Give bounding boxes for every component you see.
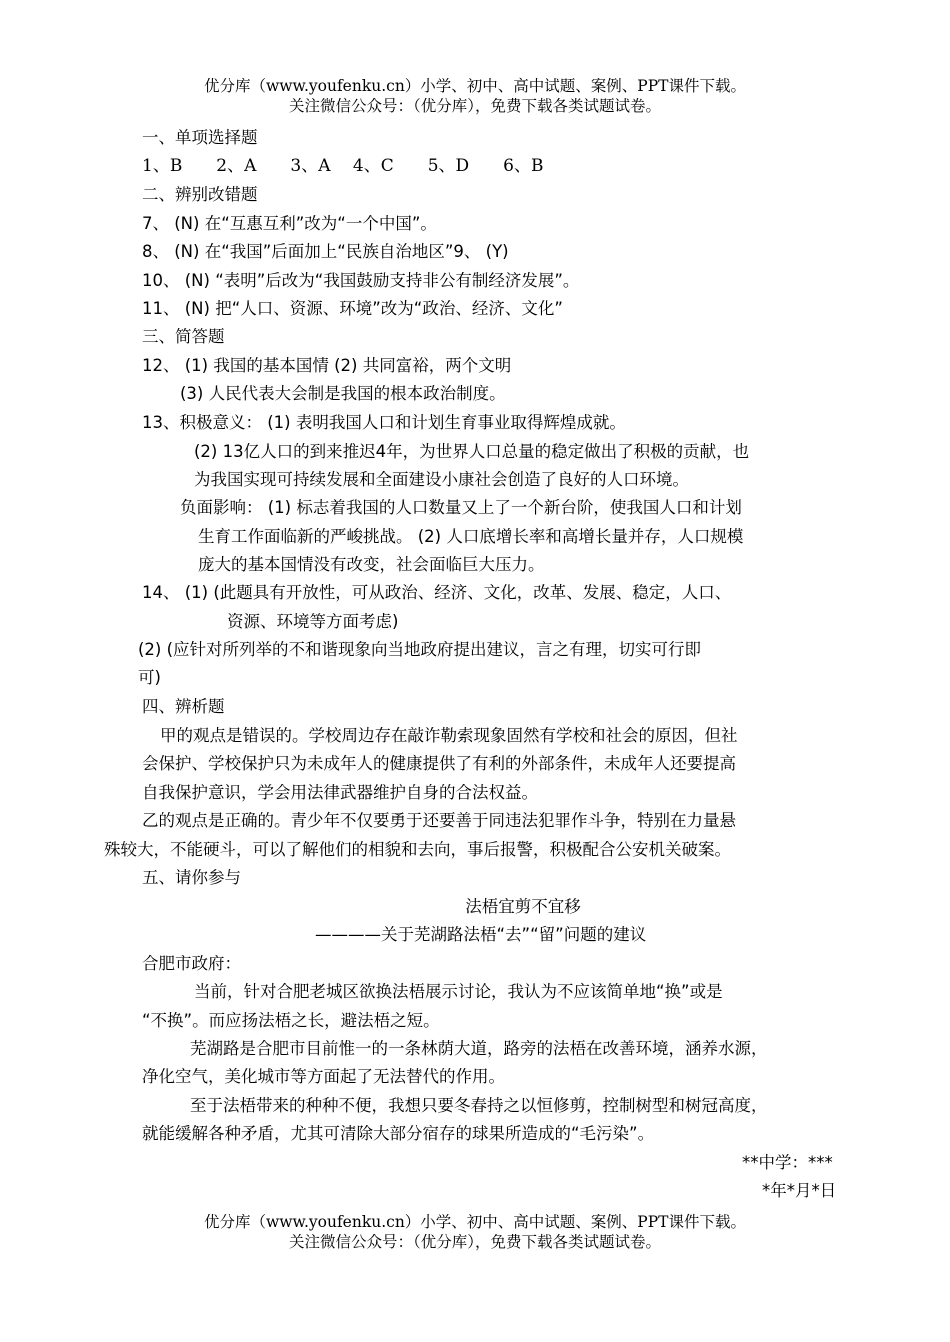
question-14-line-1: 14、 (1) (此题具有开放性，可从政治、经济、文化，改革、发展、稳定，人口、	[142, 583, 732, 602]
question-8: 8、 (N) 在“我国”后面加上“民族自治地区”9、 (Y)	[142, 242, 509, 261]
analysis-para-2-line-1: 乙的观点是正确的。青少年不仅要勇于还要善于同违法犯罪作斗争，特别在力量悬	[142, 811, 736, 830]
letter-salutation: 合肥市政府：	[142, 954, 241, 973]
footer-line-2: 关注微信公众号：（优分库），免费下载各类试题试卷。	[288, 1233, 661, 1251]
question-13-line-1: 13、积极意义： (1) 表明我国人口和计划生育事业取得辉煌成就。	[142, 413, 626, 432]
letter-subtitle: ————关于芜湖路法梧“去”“留”问题的建议	[315, 925, 647, 944]
question-11: 11、 (N) 把“人口、资源、环境”改为“政治、经济、文化”	[142, 299, 563, 318]
analysis-para-1-line-3: 自我保护意识，学会用法律武器维护自身的合法权益。	[142, 783, 538, 802]
question-13-line-4: 负面影响： (1) 标志着我国的人口数量又上了一个新台阶，使我国人口和计划	[180, 498, 742, 517]
section-5-title: 五、请你参与	[142, 868, 241, 887]
question-12-line-1: 12、 (1) 我国的基本国情 (2) 共同富裕，两个文明	[142, 356, 512, 375]
analysis-para-2-line-2: 殊较大，不能硬斗，可以了解他们的相貌和去向，事后报警，积极配合公安机关破案。	[104, 840, 731, 859]
question-14-line-4: 可)	[138, 668, 161, 687]
section-3-title: 三、简答题	[142, 327, 225, 346]
question-13-line-6: 庞大的基本国情没有改变，社会面临巨大压力。	[198, 555, 545, 574]
letter-para-2-line-2: 净化空气，美化城市等方面起了无法替代的作用。	[142, 1067, 505, 1086]
question-7: 7、 (N) 在“互惠互利”改为“一个中国”。	[142, 214, 437, 233]
question-12-line-2: (3) 人民代表大会制是我国的根本政治制度。	[180, 384, 506, 403]
section-2-title: 二、辨别改错题	[142, 185, 258, 204]
question-14-line-2: 资源、环境等方面考虑)	[227, 612, 399, 631]
question-10: 10、 (N) “表明”后改为“我国鼓励支持非公有制经济发展”。	[142, 271, 580, 290]
letter-para-1-line-1: 当前，针对合肥老城区欲换法梧展示讨论，我认为不应该简单地“换”或是	[194, 982, 723, 1001]
section-1-answers: 1、B 2、A 3、A 4、C 5、D 6、B	[142, 156, 544, 176]
header-line-1: 优分库（www.youfenku.cn）小学、初中、高中试题、案例、PPT课件下载。	[203, 77, 747, 95]
letter-signature: **中学：***	[742, 1153, 833, 1172]
letter-title: 法梧宜剪不宜移	[465, 897, 581, 916]
letter-para-2-line-1: 芜湖路是合肥市目前惟一的一条林荫大道，路旁的法梧在改善环境，涵养水源，	[190, 1039, 768, 1058]
letter-para-3-line-2: 就能缓解各种矛盾，尤其可清除大部分宿存的球果所造成的“毛污染”。	[142, 1124, 655, 1143]
letter-date: *年*月*日	[762, 1181, 837, 1200]
question-14-line-3: (2) (应针对所列举的不和谐现象向当地政府提出建议，言之有理，切实可行即	[138, 640, 702, 659]
footer-line-1: 优分库（www.youfenku.cn）小学、初中、高中试题、案例、PPT课件下载。	[203, 1213, 747, 1231]
letter-para-3-line-1: 至于法梧带来的种种不便，我想只要冬春持之以恒修剪，控制树型和树冠高度，	[190, 1096, 768, 1115]
analysis-para-1-line-2: 会保护、学校保护只为未成年人的健康提供了有利的外部条件，未成年人还要提高	[142, 754, 736, 773]
section-4-title: 四、辨析题	[142, 697, 225, 716]
question-13-line-2: (2) 13亿人口的到来推迟4年，为世界人口总量的稳定做出了积极的贡献，也	[194, 442, 750, 461]
letter-para-1-line-2: “不换”。而应扬法梧之长，避法梧之短。	[142, 1011, 440, 1030]
analysis-para-1-line-1: 甲的观点是错误的。学校周边存在敲诈勒索现象固然有学校和社会的原因，但社	[160, 726, 738, 745]
question-13-line-5: 生育工作面临新的严峻挑战。 (2) 人口底增长率和高增长量并存，人口规模	[198, 527, 744, 546]
section-1-title: 一、单项选择题	[142, 128, 258, 147]
question-13-line-3: 为我国实现可持续发展和全面建设小康社会创造了良好的人口环境。	[194, 470, 689, 489]
header-line-2: 关注微信公众号：（优分库），免费下载各类试题试卷。	[288, 97, 661, 115]
